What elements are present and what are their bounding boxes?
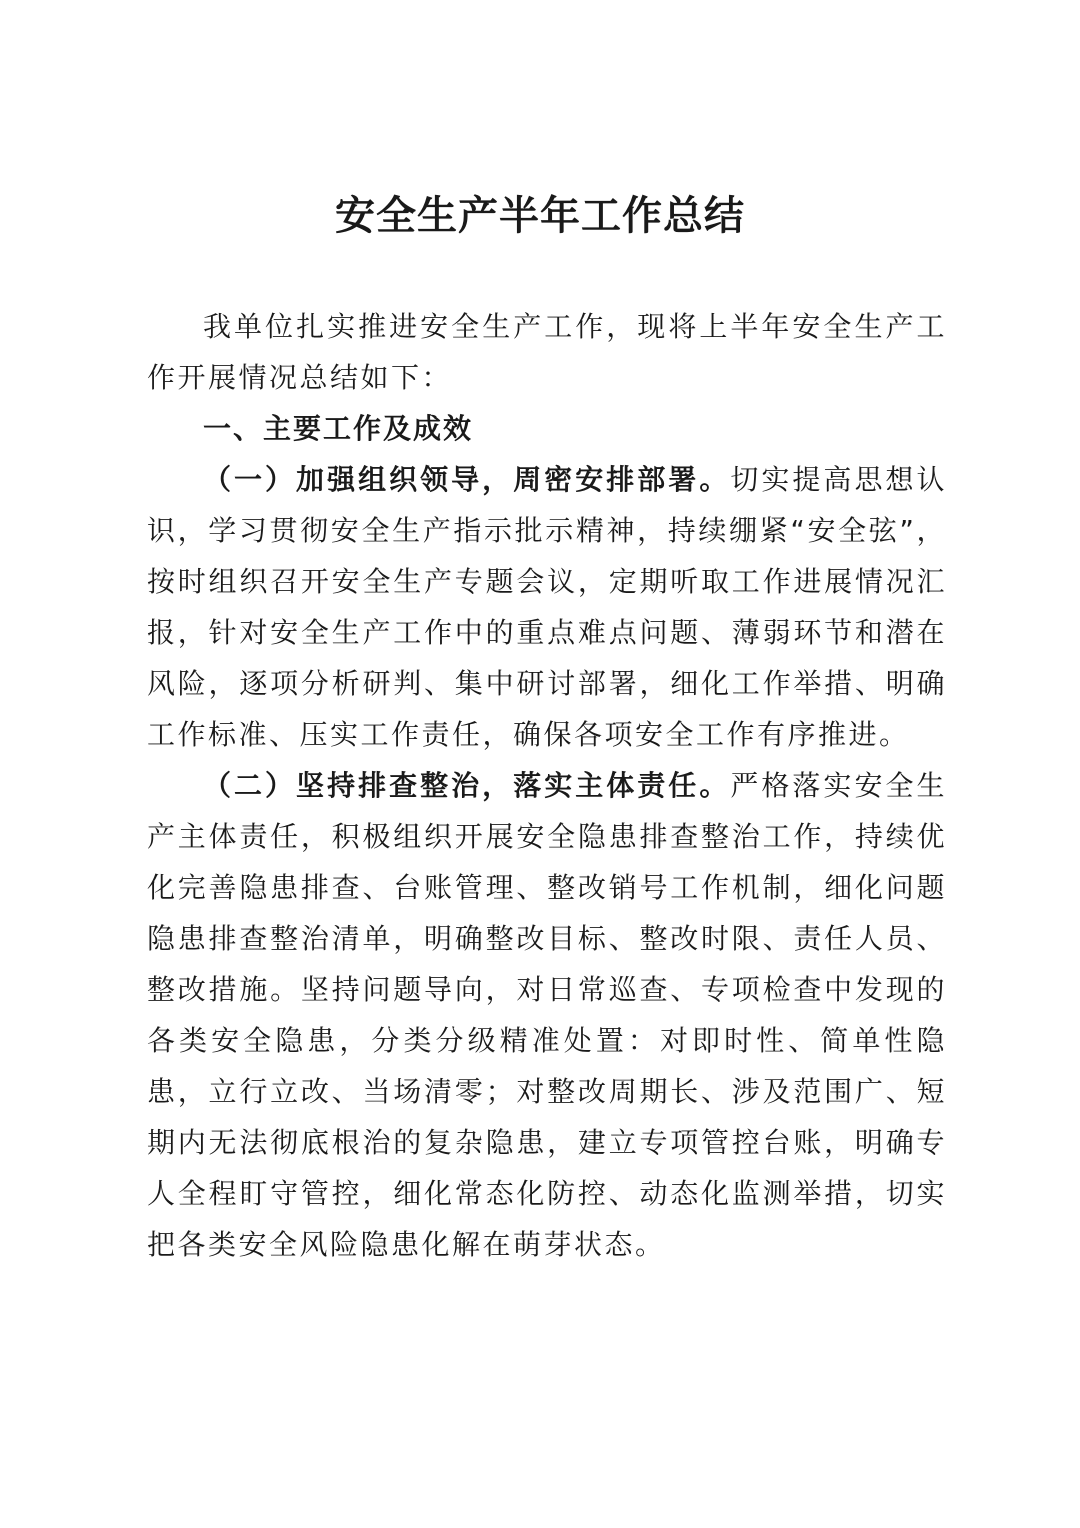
item-2-paragraph xyxy=(147,760,947,1270)
document-title: 安全生产半年工作总结 xyxy=(335,192,745,239)
item-1-body: 切实提高思想认识，学习贯彻安全生产指示批示精神，持续绷紧“安全弦”，按时组织召开安全生产专题会议，定期听取工作进展情况汇报，针对安全生产工作中的重点难点问题、薄弱环节和潜在风险，逐项分析研判、集中研讨部署，细化工作举措、明确工作标准、压实工作责任，确保各项安全工作有序推进。 xyxy=(147,463,947,751)
document-body xyxy=(147,301,947,1270)
item-2-body: 严格落实安全生产主体责任，积极组织开展安全隐患排查整治工作，持续优化完善隐患排查、台账管理、整改销号工作机制，细化问题隐患排查整治清单，明确整改目标、整改时限、责任人员、整改措施。坚持问题导向，对日常巡查、专项检查中发现的各类安全隐患，分类分级精准处置：对即时性、简单性隐患，立行立改、当场清零；对整改周期长、涉及范围广、短期内无法彻底根治的复杂隐患，建立专项管控台账，明确专人全程盯守管控，细化常态化防控、动态化监测举措，切实把各类安全风险隐患化解在萌芽状态。 xyxy=(147,769,947,1261)
item-1-lead: （一）加强组织领导，周密安排部署。 xyxy=(203,463,731,496)
section-heading: 一、主要工作及成效 xyxy=(203,412,474,445)
intro-paragraph: 我单位扎实推进安全生产工作，现将上半年安全生产工作开展情况总结如下： xyxy=(147,310,947,394)
item-2-lead: （二）坚持排查整治，落实主体责任。 xyxy=(203,769,731,802)
item-1-paragraph xyxy=(147,454,947,760)
